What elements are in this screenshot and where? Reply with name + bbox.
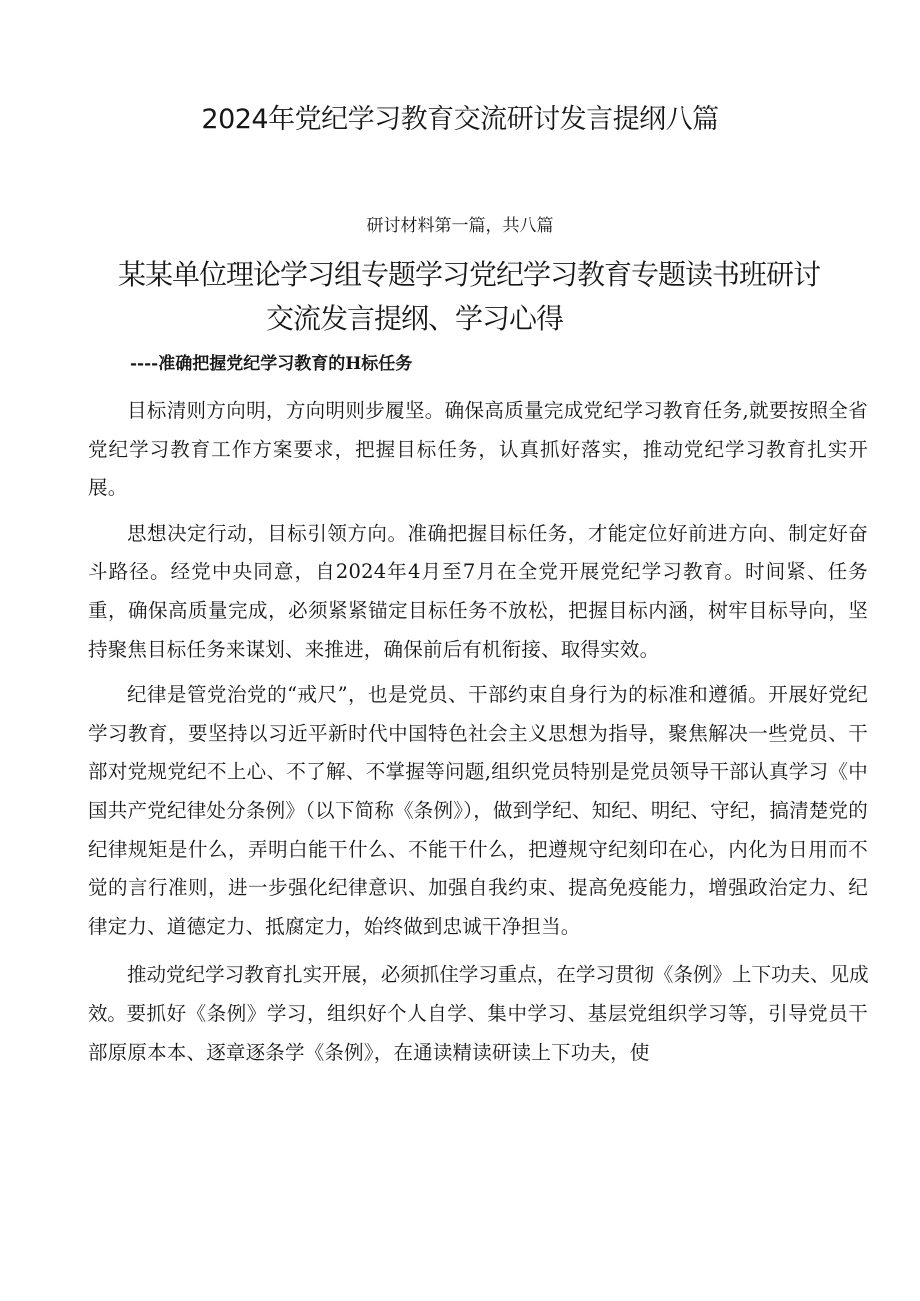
body-paragraph-3: 纪律是管党治党的“戒尺”，也是党员、干部约束自身行为的标准和遵循。开展好党纪学习教育，要坚持以习近平新时代中国特色社会主义思想为指导，聚焦解决一些党员、干部对党规党纪不上心、不了解、不掌握等问题,组织党员特别是党员领导干部认真学习《中国共产党纪律处分条例》（以下简称《条例》），做到学纪、知纪、明纪、守纪，搞清楚党的纪律规矩是什么，弄明白能干什么、不能干什么，把遵规守纪刻印在心，内化为日用而不觉的言行准则，进一步强化纪律意识、加强自我约束、提高免疫能力，增强政治定力、纪律定力、道德定力、抵腐定力，始终做到忠诚干净担当。 xyxy=(88,683,868,938)
paragraph-4-rest: 要抓好《条例》学习，组织好个人自学、集中学习、基层党组织学习等，引导党员干部原原本本、逐章逐条学《条例》，在通读精读研读上下功夫，使 xyxy=(88,1001,868,1064)
article-body xyxy=(88,392,868,1072)
article-theme-line: ----准确把握党纪学习教育的H标任务 xyxy=(130,354,413,374)
article-title xyxy=(118,253,878,341)
body-paragraph-2: 思想决定行动，目标引领方向。准确把握目标任务，才能定位好前进方向、制定好奋斗路径。经党中央同意，自2024年4月至7月在全党开展党纪学习教育。时间紧、任务重，确保高质量完成，必须紧紧锚定目标任务不放松，把握目标内涵，树牢目标导向，坚持聚焦目标任务来谋划、来推进，确保前后有机衔接、取得实效。 xyxy=(88,521,868,661)
paragraph-4-lead-sentence: 推动党纪学习教育扎实开展，必须抓住学习重点，在学习贯彻《条例》上下功夫、见成效。 xyxy=(88,963,868,1025)
article-title-line-1: 某某单位理论学习组专题学习党纪学习教育专题读书班研讨 xyxy=(118,258,821,291)
article-title-line-2: 交流发言提纲、学习心得 xyxy=(266,302,564,335)
document-title: 2024年党纪学习教育交流研讨发言提纲八篇 xyxy=(201,104,719,135)
document-subheading: 研讨材料第一篇，共八篇 xyxy=(366,216,554,236)
body-paragraph-1: 目标清则方向明，方向明则步履坚。确保高质量完成党纪学习教育任务,就要按照全省党纪学习教育工作方案要求，把握目标任务，认真抓好落实，推动党纪学习教育扎实开展。 xyxy=(88,399,868,500)
body-paragraph-4 xyxy=(88,956,868,1072)
